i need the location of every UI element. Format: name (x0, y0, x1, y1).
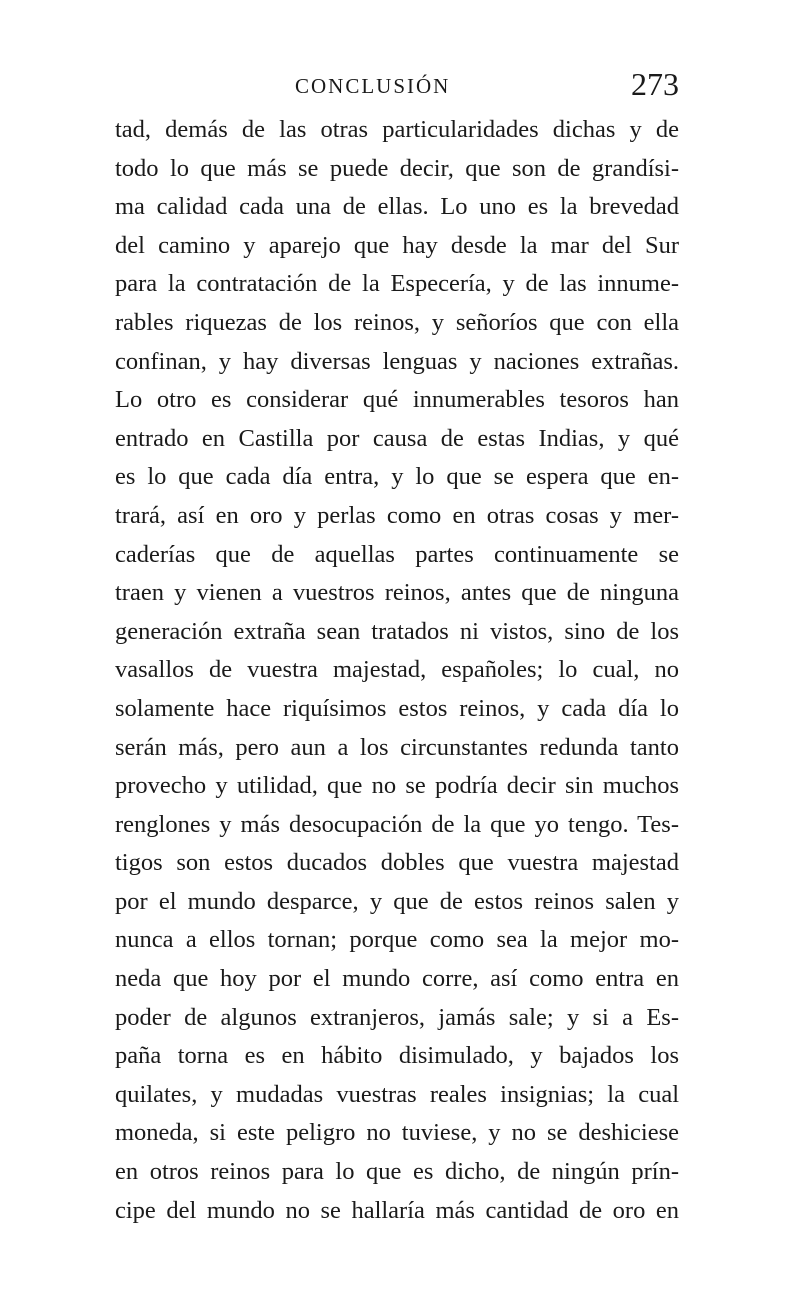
text-line: generación extraña sean tratados ni vistos, sino de los (115, 617, 679, 645)
text-line: por el mundo desparce, y que de estos reinos salen y (115, 887, 679, 915)
running-head (115, 66, 679, 106)
text-line: entrado en Castilla por causa de estas Indias, y qué (115, 424, 679, 452)
text-line: todo lo que más se puede decir, que son de grandísi- (115, 154, 679, 182)
text-line: renglones y más desocupación de la que yo tengo. Tes- (115, 810, 679, 838)
text-line: neda que hoy por el mundo corre, así como entra en (115, 965, 679, 993)
text-line: nunca a ellos tornan; porque como sea la mejor mo- (115, 926, 679, 954)
text-line: ma calidad cada una de ellas. Lo uno es la brevedad (115, 193, 679, 221)
text-line: trará, así en oro y perlas como en otras cosas y mer- (115, 501, 679, 529)
text-line: traen y vienen a vuestros reinos, antes que de ninguna (115, 579, 679, 607)
running-title: CONCLUSIÓN (295, 74, 451, 98)
text-line: rables riquezas de los reinos, y señoríos que con ella (115, 308, 679, 336)
text-line: tigos son estos ducados dobles que vuestra majestad (115, 849, 679, 877)
text-line: cipe del mundo no se hallaría más cantidad de oro en (115, 1196, 679, 1224)
page-number: 273 (631, 66, 679, 102)
text-line: paña torna es en hábito disimulado, y bajados los (115, 1042, 679, 1070)
body-text (115, 111, 679, 1230)
text-line: solamente hace riquísimos estos reinos, y cada día lo (115, 694, 679, 722)
text-line: provecho y utilidad, que no se podría decir sin muchos (115, 772, 679, 800)
text-line: Lo otro es considerar qué innumerables tesoros han (115, 386, 679, 414)
text-line: es lo que cada día entra, y lo que se espera que en- (115, 463, 679, 491)
text-line: del camino y aparejo que hay desde la mar del Sur (115, 231, 679, 259)
text-line: vasallos de vuestra majestad, españoles; lo cual, no (115, 656, 679, 684)
text-line: tad, demás de las otras particularidades dichas y de (115, 116, 679, 143)
text-line: poder de algunos extranjeros, jamás sale; y si a Es- (115, 1003, 679, 1031)
text-line: quilates, y mudadas vuestras reales insignias; la cual (115, 1080, 679, 1108)
text-line: confinan, y hay diversas lenguas y naciones extrañas. (115, 347, 679, 375)
text-line: en otros reinos para lo que es dicho, de ningún prín- (115, 1158, 679, 1186)
text-line: moneda, si este peligro no tuviese, y no se deshiciese (115, 1119, 679, 1147)
text-line: caderías que de aquellas partes continuamente se (115, 540, 679, 568)
text-line: serán más, pero aun a los circunstantes redunda tanto (115, 733, 679, 761)
text-line: para la contratación de la Especería, y de las innume- (115, 270, 679, 298)
